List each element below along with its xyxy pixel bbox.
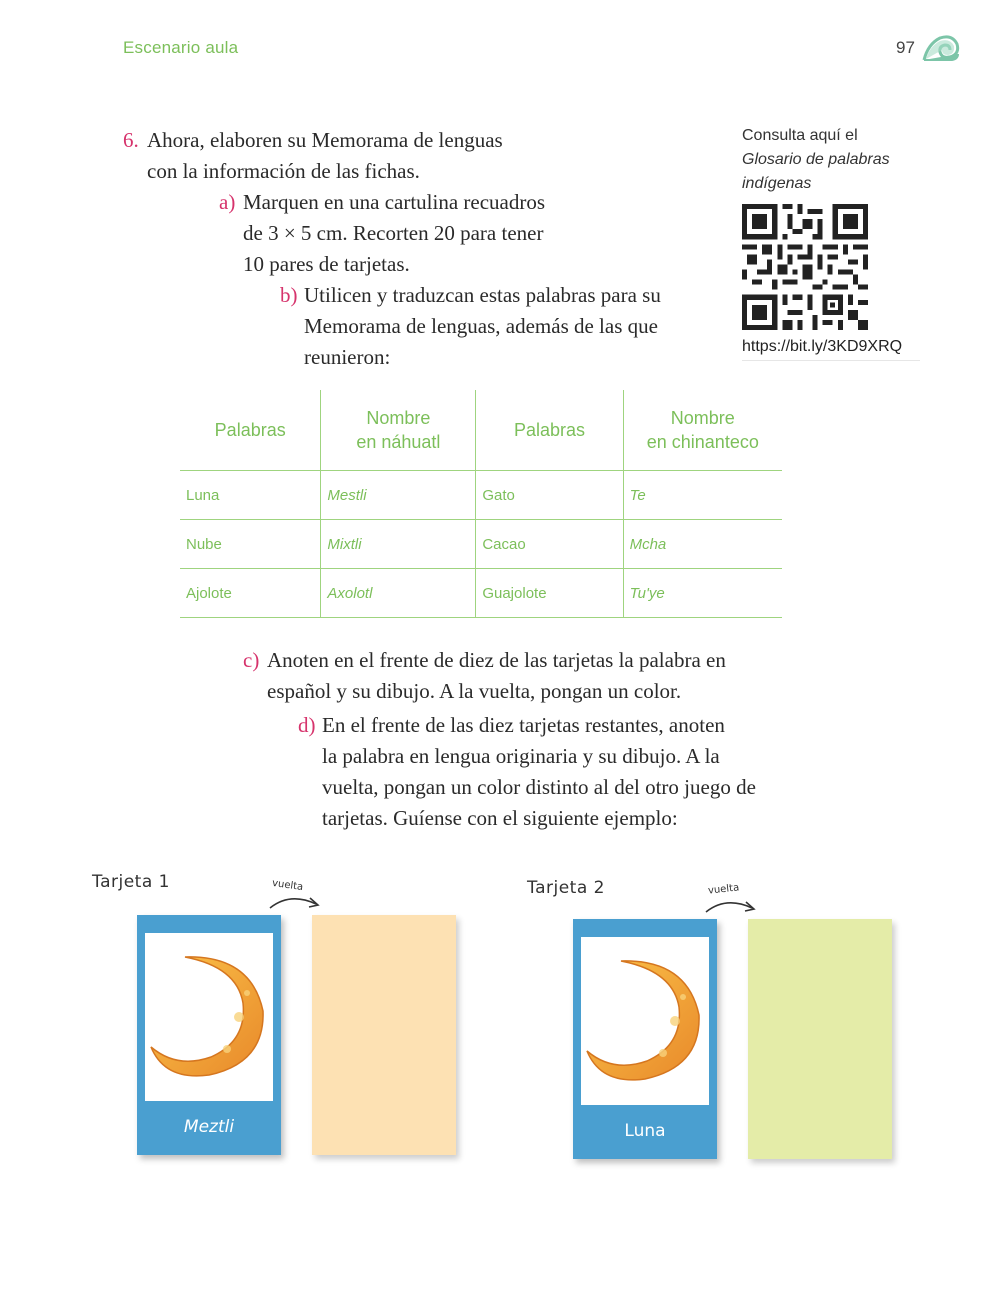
moon-icon	[583, 955, 707, 1085]
cell-spanish: Cacao	[476, 520, 623, 569]
table-row	[180, 569, 782, 618]
card-1-word: Meztli	[183, 1117, 235, 1137]
curved-arrow-icon	[266, 890, 324, 912]
card-1-back	[312, 915, 456, 1155]
card-2-front	[573, 919, 717, 1159]
item-a	[219, 187, 739, 280]
item-d	[298, 710, 818, 834]
cell-chinanteco: Te	[623, 471, 782, 520]
moon-icon	[147, 951, 271, 1081]
item-d-marker: d)	[298, 713, 316, 737]
item-c	[243, 645, 783, 707]
cell-nahuatl: Mestli	[321, 471, 476, 520]
item-d-line4: tarjetas. Guíense con el siguiente ejemplo:	[322, 806, 678, 830]
qr-caption-line1: Consulta aquí el	[742, 127, 858, 144]
activity-6	[123, 125, 723, 187]
item-c-marker: c)	[243, 648, 260, 672]
cell-spanish: Guajolote	[476, 569, 623, 618]
item-c-line2: español y su dibujo. A la vuelta, pongan un color.	[267, 679, 682, 703]
header-chinanteco: Nombre en chinanteco	[623, 390, 782, 471]
qr-caption-line2: Glosario de palabras	[742, 151, 890, 168]
item-a-line1: Marquen en una cartulina recuadros	[243, 190, 546, 214]
header-nahuatl: Nombre en náhuatl	[321, 390, 476, 471]
activity-text-line2: con la información de las fichas.	[147, 159, 420, 183]
header-palabras-2: Palabras	[476, 390, 623, 471]
item-b-line3: reunieron:	[304, 345, 391, 369]
cell-chinanteco: Mcha	[623, 520, 782, 569]
item-d-line2: la palabra en lengua originaria y su dibujo. A la	[322, 744, 720, 768]
page-number: 97	[896, 38, 915, 57]
card-1-front	[137, 915, 281, 1155]
qr-code-icon[interactable]	[742, 204, 868, 330]
item-b-line1: Utilicen y traduzcan estas palabras para su	[304, 283, 661, 307]
item-a-marker: a)	[219, 190, 236, 214]
cell-spanish: Luna	[180, 471, 321, 520]
cell-spanish: Ajolote	[180, 569, 321, 618]
activity-text-line1: Ahora, elaboren su Memorama de lenguas	[147, 128, 503, 152]
cell-chinanteco: Tu'ye	[623, 569, 782, 618]
cell-nahuatl: Axolotl	[321, 569, 476, 618]
table-header-row	[180, 390, 782, 471]
snail-icon	[922, 30, 960, 64]
header-palabras-1: Palabras	[180, 390, 321, 471]
cell-nahuatl: Mixtli	[321, 520, 476, 569]
qr-caption-line3: indígenas	[742, 175, 812, 192]
curved-arrow-icon	[702, 894, 760, 916]
item-a-line3: 10 pares de tarjetas.	[243, 252, 410, 276]
vocabulary-table	[180, 390, 782, 618]
item-b-marker: b)	[280, 283, 298, 307]
item-b-line2: Memorama de lenguas, además de las que	[304, 314, 658, 338]
table-row	[180, 471, 782, 520]
card-2-label: Tarjeta 2	[527, 878, 605, 898]
cell-spanish: Gato	[476, 471, 623, 520]
section-title: Escenario aula	[123, 38, 239, 57]
item-b	[280, 280, 740, 373]
card-2-picture	[581, 937, 709, 1105]
card-2-back	[748, 919, 892, 1159]
card-1-picture	[145, 933, 273, 1101]
item-c-line1: Anoten en el frente de diez de las tarjetas la palabra en	[267, 648, 726, 672]
item-d-line1: En el frente de las diez tarjetas restantes, anoten	[322, 713, 725, 737]
item-d-line3: vuelta, pongan un color distinto al del otro juego de	[322, 775, 756, 799]
cell-spanish: Nube	[180, 520, 321, 569]
table-row	[180, 520, 782, 569]
qr-caption	[742, 124, 890, 196]
card-1-label: Tarjeta 1	[92, 872, 170, 892]
item-a-line2: de 3 × 5 cm. Recorten 20 para tener	[243, 221, 544, 245]
card-2-vuelta: vuelta	[707, 882, 740, 897]
activity-number: 6.	[123, 128, 139, 152]
card-2-word: Luna	[624, 1121, 666, 1141]
qr-url-link[interactable]: https://bit.ly/3KD9XRQ	[742, 338, 920, 361]
card-1-vuelta: vuelta	[271, 877, 304, 894]
